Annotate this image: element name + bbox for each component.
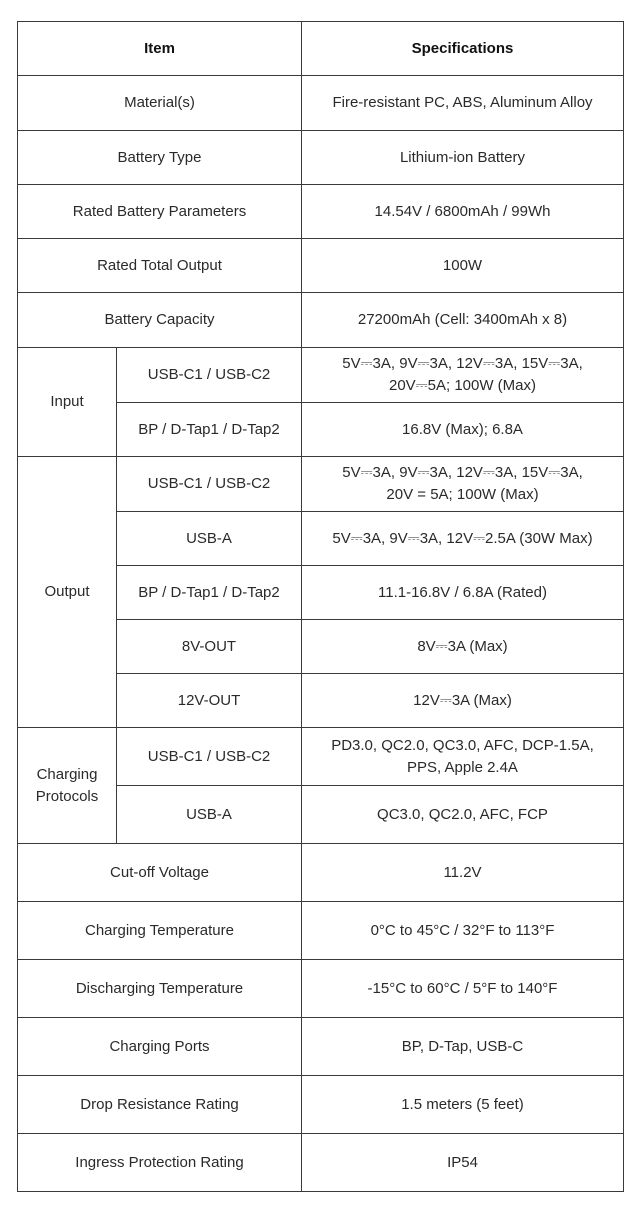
row-label: Discharging Temperature	[18, 960, 302, 1018]
row-value: 0°C to 45°C / 32°F to 113°F	[302, 902, 624, 960]
table-row	[18, 185, 624, 239]
specifications-column-header: Specifications	[302, 22, 624, 76]
row-value: Fire-resistant PC, ABS, Aluminum Alloy	[302, 76, 624, 131]
charging-protocols-group-label	[18, 728, 117, 844]
value-line: 20V⎓5A; 100W (Max)	[388, 377, 537, 394]
row-label: Material(s)	[18, 76, 302, 131]
row-label: Rated Total Output	[18, 239, 302, 293]
group-label-line: Charging	[36, 765, 98, 783]
row-value	[302, 728, 624, 786]
table-row	[18, 844, 624, 902]
row-label: Cut-off Voltage	[18, 844, 302, 902]
output-group-label: Output	[18, 457, 117, 728]
item-column-header: Item	[18, 22, 302, 76]
value-line: PPS, Apple 2.4A	[407, 758, 518, 776]
table-row	[18, 239, 624, 293]
row-value: 14.54V / 6800mAh / 99Wh	[302, 185, 624, 239]
row-label: Drop Resistance Rating	[18, 1076, 302, 1134]
port-label: 8V-OUT	[117, 620, 302, 674]
row-label: Battery Type	[18, 131, 302, 185]
port-label: USB-C1 / USB-C2	[117, 728, 302, 786]
table-row	[18, 457, 624, 512]
row-label: Ingress Protection Rating	[18, 1134, 302, 1192]
value-line: PD3.0, QC2.0, QC3.0, AFC, DCP-1.5A,	[331, 736, 594, 754]
table-row	[18, 1076, 624, 1134]
table-row	[18, 960, 624, 1018]
row-value: 1.5 meters (5 feet)	[302, 1076, 624, 1134]
row-value: 12V⎓3A (Max)	[302, 674, 624, 728]
table-row	[18, 348, 624, 403]
table-header-row	[18, 22, 624, 76]
input-group-label: Input	[18, 348, 117, 457]
table-row	[18, 131, 624, 185]
port-label: USB-C1 / USB-C2	[117, 457, 302, 512]
table-row	[18, 1134, 624, 1192]
row-value: -15°C to 60°C / 5°F to 140°F	[302, 960, 624, 1018]
port-label: USB-A	[117, 786, 302, 844]
row-label: Charging Temperature	[18, 902, 302, 960]
table-row	[18, 728, 624, 786]
row-value: 16.8V (Max); 6.8A	[302, 403, 624, 457]
port-label: BP / D-Tap1 / D-Tap2	[117, 566, 302, 620]
port-label: 12V-OUT	[117, 674, 302, 728]
group-label-line: Protocols	[35, 787, 99, 805]
row-value: QC3.0, QC2.0, AFC, FCP	[302, 786, 624, 844]
table-row	[18, 76, 624, 131]
row-value: Lithium-ion Battery	[302, 131, 624, 185]
port-label: USB-C1 / USB-C2	[117, 348, 302, 403]
value-line: 5V⎓3A, 9V⎓3A, 12V⎓3A, 15V⎓3A,	[342, 355, 583, 373]
row-value: 100W	[302, 239, 624, 293]
specifications-table	[17, 21, 624, 1192]
row-label: Rated Battery Parameters	[18, 185, 302, 239]
row-value	[302, 348, 624, 403]
table-row	[18, 902, 624, 960]
value-line: 20V = 5A; 100W (Max)	[386, 486, 539, 503]
row-value: IP54	[302, 1134, 624, 1192]
row-value: 11.2V	[302, 844, 624, 902]
row-value: 11.1-16.8V / 6.8A (Rated)	[302, 566, 624, 620]
row-value: 27200mAh (Cell: 3400mAh x 8)	[302, 293, 624, 348]
row-value: BP, D-Tap, USB-C	[302, 1018, 624, 1076]
port-label: BP / D-Tap1 / D-Tap2	[117, 403, 302, 457]
table-row	[18, 293, 624, 348]
value-line: 5V⎓3A, 9V⎓3A, 12V⎓3A, 15V⎓3A,	[342, 464, 583, 482]
row-value: 8V⎓3A (Max)	[302, 620, 624, 674]
table-row	[18, 1018, 624, 1076]
port-label: USB-A	[117, 512, 302, 566]
row-value: 5V⎓3A, 9V⎓3A, 12V⎓2.5A (30W Max)	[302, 512, 624, 566]
row-label: Charging Ports	[18, 1018, 302, 1076]
row-label: Battery Capacity	[18, 293, 302, 348]
row-value	[302, 457, 624, 512]
